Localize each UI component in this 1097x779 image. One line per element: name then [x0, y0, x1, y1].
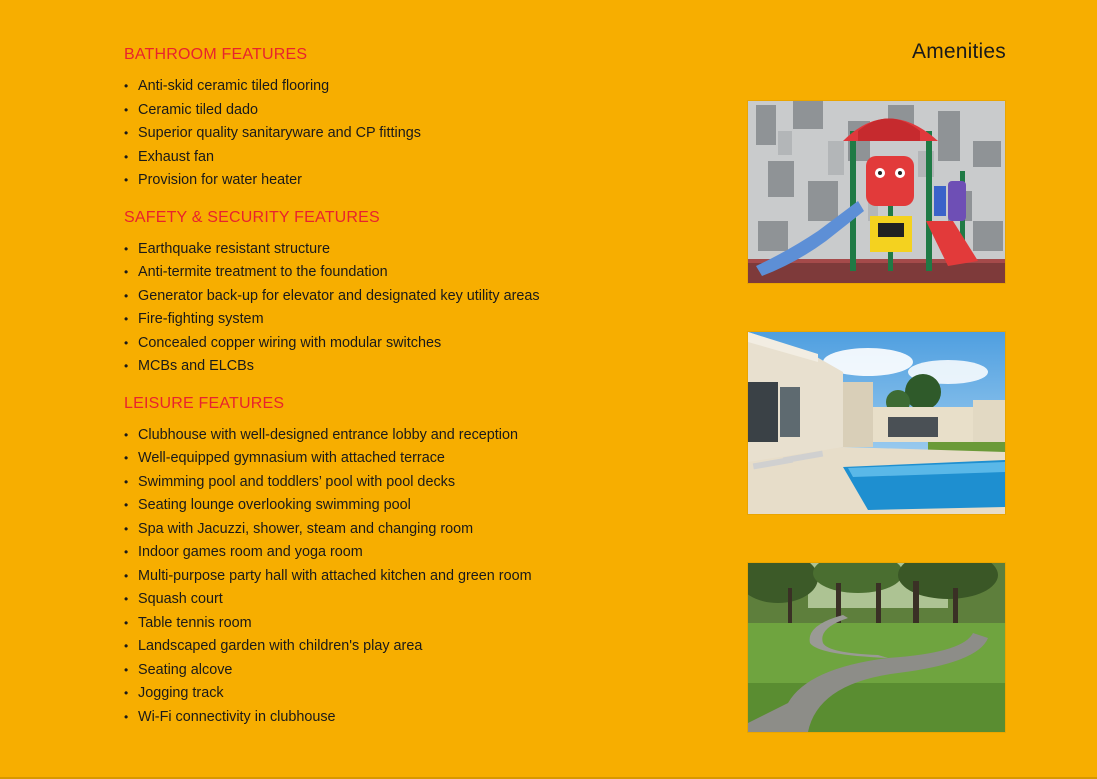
leisure-features-section — [124, 394, 684, 730]
bathroom-features-section — [124, 45, 684, 193]
list-item: • Exhaust fan — [124, 146, 684, 170]
list-item: • Table tennis room — [124, 612, 684, 636]
list-item: • Multi-purpose party hall with attached kitchen and green room — [124, 565, 684, 589]
feature-list — [124, 424, 684, 730]
list-item: • Ceramic tiled dado — [124, 99, 684, 123]
list-item: • Fire-fighting system — [124, 308, 684, 332]
list-item: • Landscaped garden with children's play area — [124, 635, 684, 659]
list-item: • Spa with Jacuzzi, shower, steam and changing room — [124, 518, 684, 542]
section-heading: LEISURE FEATURES — [124, 394, 285, 412]
list-item: • Indoor games room and yoga room — [124, 541, 684, 565]
list-item: • Superior quality sanitaryware and CP fittings — [124, 122, 684, 146]
list-item: • Earthquake resistant structure — [124, 238, 684, 262]
swimming-pool-photo — [747, 331, 1006, 515]
feature-list — [124, 75, 684, 193]
feature-list — [124, 238, 684, 379]
list-item: • Seating alcove — [124, 659, 684, 683]
section-heading: BATHROOM FEATURES — [124, 46, 308, 63]
list-item: • Seating lounge overlooking swimming pool — [124, 494, 684, 518]
list-item: • Squash court — [124, 588, 684, 612]
playground-photo — [747, 100, 1006, 284]
list-item: • Well-equipped gymnasium with attached terrace — [124, 447, 684, 471]
list-item: • MCBs and ELCBs — [124, 355, 684, 379]
list-item: • Swimming pool and toddlers’ pool with pool decks — [124, 471, 684, 495]
list-item: • Provision for water heater — [124, 169, 684, 193]
jogging-track-photo — [747, 562, 1006, 733]
list-item: • Anti-skid ceramic tiled flooring — [124, 75, 684, 99]
safety-security-features-section — [124, 208, 684, 379]
features-list — [124, 45, 684, 744]
list-item: • Anti-termite treatment to the foundation — [124, 261, 684, 285]
list-item: • Concealed copper wiring with modular switches — [124, 332, 684, 356]
page-title: Amenities — [911, 40, 1006, 63]
list-item: • Clubhouse with well-designed entrance lobby and reception — [124, 424, 684, 448]
section-heading: SAFETY & SECURITY FEATURES — [124, 208, 380, 226]
list-item: • Jogging track — [124, 682, 684, 706]
list-item: • Wi-Fi connectivity in clubhouse — [124, 706, 684, 730]
list-item: • Generator back-up for elevator and designated key utility areas — [124, 285, 684, 309]
